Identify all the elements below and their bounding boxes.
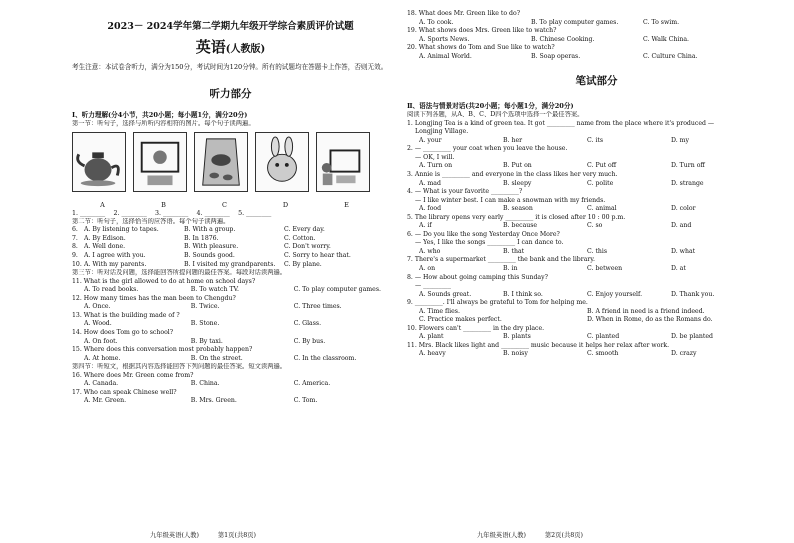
option: A. plant (419, 333, 444, 341)
listening-part2-instruction: 第二节：听句子，选择恰当的应答语。每个句子读两遍。 (72, 217, 230, 225)
question-text: — Yes, I like the songs _________ I can dance to. (415, 239, 564, 247)
option-row (407, 137, 786, 146)
option-row (407, 308, 786, 317)
option-row (72, 320, 389, 329)
page-footer: 九年级英语(人教) 第1页(共8页) (150, 532, 256, 539)
question-text: 12. How many times has the man been to Chengdu? (72, 294, 236, 302)
option: A. heavy (419, 350, 446, 358)
option: C. its (587, 136, 604, 144)
question-text: 1. Longjing Tea is a kind of green tea. It got _________ name from the place where it's produced — (407, 119, 715, 127)
option-c: C. By plane. (284, 260, 322, 268)
option-c: C. Tom. (293, 397, 318, 405)
option-b: B. On the street. (190, 354, 243, 362)
option-row (407, 350, 786, 359)
option-row (407, 205, 786, 214)
answer-blanks: 1. ________ 2. ________ 3. ________ 4. ________ 5. ________ (72, 209, 272, 217)
question-number: 6. (72, 226, 78, 234)
listening-part1-instruction: 第一节：听句子，选择与所听内容相符的图片。每个句子读两遍。 (72, 120, 255, 127)
question-text: 9. _________. I'll always be grateful to Tom for helping me. (407, 299, 588, 307)
question-number: 8. (72, 243, 78, 251)
option: C. between (587, 264, 623, 272)
option: D. strange (671, 179, 704, 187)
option-a: A. Well done. (84, 243, 126, 251)
option: A. who (419, 247, 441, 255)
blank-label: 2. (113, 209, 120, 217)
option: B. A friend in need is a friend indeed. (587, 307, 705, 315)
option-row (72, 252, 389, 261)
listening-part4-continued (407, 10, 786, 61)
option-row (72, 380, 389, 389)
option: D. Turn off (671, 162, 705, 170)
option-c: C. Walk China. (643, 35, 689, 43)
option-c: C. To swim. (643, 18, 680, 26)
option-row (407, 162, 786, 171)
subject-title (72, 36, 389, 57)
question-number: 7. (72, 234, 78, 242)
subject-edition: (人教版) (225, 44, 266, 55)
option-a: A. To cook. (419, 18, 454, 26)
question-text: 11. What is the girl allowed to do at home on school days? (72, 277, 256, 285)
option: A. food (419, 205, 442, 213)
question-text: 14. How does Tom go to school? (72, 329, 174, 337)
option-c: C. America. (293, 380, 331, 388)
option-b: B. With a group. (184, 226, 236, 234)
option-row (72, 243, 389, 252)
option-b: B. China. (190, 380, 220, 388)
option-row (407, 222, 786, 231)
listening-part4-instruction: 第四节：听短文，根据其内容选择能回答下列问题的最佳答案。短文读两遍。 (72, 363, 287, 371)
option-a: A. On foot. (84, 337, 118, 345)
option-c: C. Three times. (293, 303, 342, 311)
option: B. plants (503, 333, 531, 341)
question-text: 18. What does Mr. Green like to do? (407, 10, 521, 17)
option-a: A. By listening to tapes. (84, 226, 159, 234)
option: B. season (503, 205, 533, 213)
option-b: B. In 1876. (184, 234, 219, 242)
blank-label: 4. (196, 209, 203, 217)
question-text: 20. What shows do Tom and Sue like to watch? (407, 44, 555, 52)
option: C. polite (587, 179, 614, 187)
option-row (407, 248, 786, 257)
option: D. When in Rome, do as the Romans do. (587, 316, 713, 324)
option-b: B. Twice. (190, 303, 220, 311)
option-b: B. I visited my grandparents. (184, 260, 276, 268)
option: C. smooth (587, 350, 619, 358)
option-b: B. Soap operas. (531, 52, 581, 60)
option-b: B. With pleasure. (184, 243, 239, 251)
page-right (397, 0, 794, 543)
option-row (407, 36, 786, 45)
option-row (72, 286, 389, 295)
listening-section-title: 听力部分 (209, 88, 252, 100)
option-row (72, 355, 389, 364)
option-c: C. Cotton. (284, 234, 316, 242)
option-row (72, 338, 389, 347)
option-b: B. To watch TV. (190, 286, 239, 294)
tv-program-icon (133, 132, 187, 192)
listening-part1-heading: Ⅰ、听力理解(分4小节，共20小题；每小题1分，满分20分) (72, 111, 248, 119)
picture-letter: B (161, 200, 166, 209)
page-footer: 九年级英语(人教) 第2页(共8页) (477, 532, 583, 539)
option: A. on (419, 264, 436, 272)
option-b: B. Stone. (190, 320, 220, 328)
option: D. what (671, 247, 696, 255)
option: A. Time flies. (419, 307, 460, 315)
option-c: C. To play computer games. (293, 286, 381, 294)
option: D. crazy (671, 350, 697, 358)
option: D. and (671, 222, 692, 230)
picture-letter: E (344, 200, 349, 209)
picture-letter: A (100, 200, 105, 209)
writing-section-title: 笔试部分 (575, 75, 618, 88)
option-row (407, 316, 786, 325)
question-text: — I like winter best. I can make a snowman with my friends. (415, 196, 606, 204)
option-row (407, 291, 786, 300)
question-text: 13. What is the building made of ? (72, 311, 180, 319)
option: B. I think so. (503, 290, 543, 298)
exam-notice: 考生注意：本试卷含听力，满分为150分，考试时间为120分钟。所有的试题均在答题卡上作答，否则无效。 (72, 63, 388, 71)
option: A. your (419, 136, 442, 144)
option-b: B. Chinese Cooking. (531, 35, 595, 43)
option-row (72, 235, 389, 244)
listening-part3-list (72, 278, 389, 363)
blank-label: 3. (155, 209, 162, 217)
option: A. Sounds great. (419, 290, 472, 298)
option: B. sleepy (503, 179, 532, 187)
blank-label: 5. (238, 209, 245, 217)
question-text: 17. Who can speak Chinese well? (72, 388, 177, 396)
question-text: 3. Annie is _________ and everyone in the class likes her very much. (407, 171, 618, 179)
option-b: B. Sounds good. (184, 251, 235, 259)
option-b: B. Mrs. Green. (190, 397, 237, 405)
grammar-question-list (407, 120, 786, 359)
question-text: 16. Where does Mr. Green come from? (72, 371, 194, 379)
option: C. animal (587, 205, 617, 213)
option-row (72, 261, 389, 270)
question-text: Longjing Village. (415, 128, 469, 136)
option: C. Practice makes perfect. (419, 316, 502, 324)
rabbit-cartoon-icon (255, 132, 309, 192)
option: C. Put off (587, 162, 617, 170)
option-a: A. Wood. (84, 320, 112, 328)
question-text: 4. — What is your favorite _________? (407, 188, 523, 196)
question-text: 6. — Do you like the song Yesterday Once More? (407, 230, 560, 238)
option-a: A. At home. (84, 354, 121, 362)
option-row (407, 53, 786, 62)
question-text: — _________ (415, 282, 451, 290)
grammar-instruction: 阅读下列各题，从A、B、C、D四个选项中选择一个最佳答案。 (407, 111, 584, 119)
option: B. her (503, 136, 523, 144)
option: D. Thank you. (671, 290, 715, 298)
option-c: C. Glass. (293, 320, 322, 328)
option: D. at (671, 264, 686, 272)
option: A. mad (419, 179, 441, 187)
option: B. that (503, 247, 525, 255)
question-text: 15. Where does this conversation most probably happen? (72, 346, 253, 354)
option: C. this (587, 247, 608, 255)
listening-part3-instruction: 第三节：听对话及问题，选择能回答所提问题的最佳答案。每段对话读两遍。 (72, 269, 287, 277)
option-a: A. Canada. (84, 380, 119, 388)
option-a: A. Sports News. (419, 35, 470, 43)
question-text: 8. — How about going camping this Sunday? (407, 273, 548, 281)
person-tv-icon (316, 132, 370, 192)
option: D. my (671, 136, 690, 144)
listening-part4-list (72, 372, 389, 406)
option-c: C. By bus. (293, 337, 326, 345)
option-c: C. Sorry to hear that. (284, 251, 351, 259)
question-number: 9. (72, 251, 78, 259)
exam-title: 2023－ 2024学年第二学期九年级开学综合素质评价试题 (107, 21, 354, 32)
option-a: A. I agree with you. (84, 251, 146, 259)
option-a: A. By Edison. (84, 234, 126, 242)
question-text: 7. There's a supermarket _________ the bank and the library. (407, 256, 596, 264)
option-c: C. Don't worry. (284, 243, 331, 251)
option-a: A. With my parents. (84, 260, 147, 268)
option-row (407, 180, 786, 189)
option-c: C. In the classroom. (293, 354, 357, 362)
option: C. Enjoy yourself. (587, 290, 643, 298)
option: B. because (503, 222, 538, 230)
option: B. noisy (503, 350, 528, 358)
option-row (72, 226, 389, 235)
grammar-heading: Ⅱ、语法与情景对话(共20小题；每小题1分，满分20分) (407, 102, 574, 111)
option-b: B. To play computer games. (531, 18, 619, 26)
question-text: 11. Mrs. Black likes light and _________ music because it helps her relax after work. (407, 341, 670, 349)
question-text: 19. What shows does Mrs. Green like to watch? (407, 27, 557, 35)
question-text: 10. Flowers can't _________ in the dry place. (407, 324, 545, 332)
option-a: A. Once. (84, 303, 111, 311)
option-a: A. To read books. (84, 286, 139, 294)
option-row (407, 333, 786, 342)
blank-label: 1. (72, 209, 79, 217)
picture-row (72, 132, 389, 194)
option: C. so (587, 222, 603, 230)
option-row (72, 303, 389, 312)
option: D. be planted (671, 333, 713, 341)
question-text: — OK, I will. (415, 153, 455, 161)
picture-letter: C (222, 200, 227, 209)
option-b: B. By taxi. (190, 337, 223, 345)
option-a: A. Animal World. (419, 52, 472, 60)
option-row (72, 397, 389, 406)
teapot-icon (72, 132, 126, 192)
picture-letters (72, 201, 389, 209)
option: C. planted (587, 333, 620, 341)
question-text: 5. The library opens very early _________ it is closed after 10 : 00 p.m. (407, 213, 626, 221)
option-c: C. Every day. (284, 226, 325, 234)
option-row (407, 19, 786, 28)
option: A. Turn on (419, 162, 453, 170)
option-c: C. Culture China. (643, 52, 698, 60)
option: A. if (419, 222, 432, 230)
question-text: 2. — _________ your coat when you leave the house. (407, 145, 568, 153)
picture-letter: D (282, 200, 289, 209)
option-row (407, 265, 786, 274)
question-number: 10. (72, 260, 82, 268)
chips-bag-icon (194, 132, 248, 192)
option: D. color (671, 205, 696, 213)
listening-part2-list (72, 226, 389, 269)
option: B. Put on (503, 162, 532, 170)
option-a: A. Mr. Green. (84, 397, 127, 405)
option: B. in (503, 264, 518, 272)
subject-name: 英语 (195, 38, 226, 56)
